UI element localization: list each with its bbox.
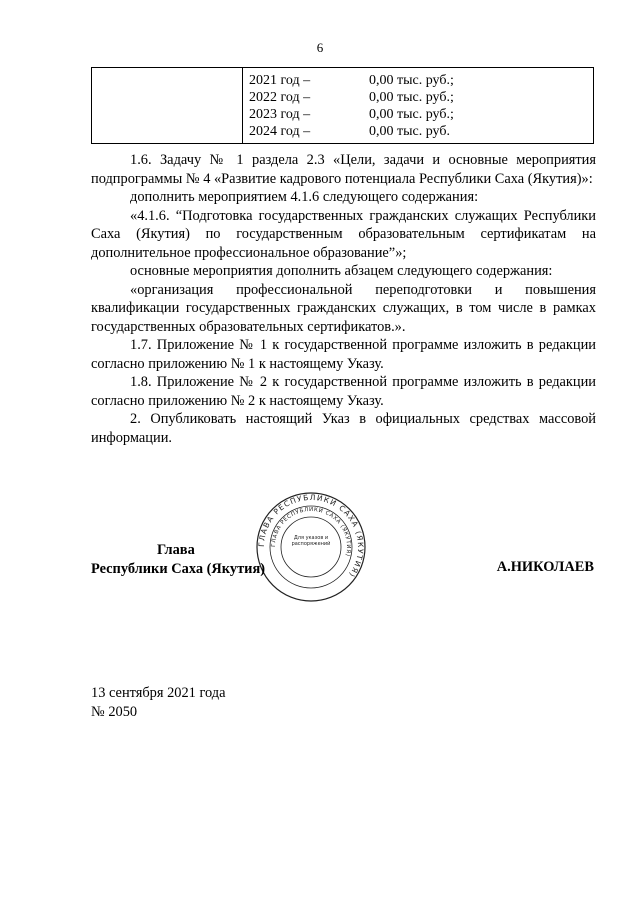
signer-name: А.НИКОЛАЕВ — [496, 559, 594, 575]
table-row — [249, 123, 593, 140]
decree-number: № 2050 — [91, 704, 138, 720]
page-number: 6 — [316, 40, 324, 55]
official-seal-icon — [255, 491, 367, 603]
signature-title — [91, 541, 265, 578]
paragraph-measure-4-1-6: «4.1.6. “Подготовка государственных гражданских служащих Республики Саха (Якутия) по государственным образовательным сертификатам на дополнительное профессиональное образование”»; — [91, 207, 596, 261]
seal-outer-text: ГЛАВА РЕСПУБЛИКИ САХА (ЯКУТИЯ) — [256, 492, 366, 580]
signature-title-line2: Республики Саха (Якутия) — [91, 560, 266, 577]
decree-date: 13 сентября 2021 года — [91, 685, 226, 701]
paragraph-1-8: 1.8. Приложение № 2 к государственной программе изложить в редакции согласно приложению № 2 к настоящему Указу. — [91, 374, 596, 409]
amount-value: 0,00 тыс. руб.; — [369, 90, 454, 105]
year-label: 2024 год – — [249, 124, 311, 139]
budget-table — [91, 67, 594, 144]
paragraph-main-measures: основные мероприятия дополнить абзацем следующего содержания: — [130, 263, 553, 279]
paragraph-1-6: 1.6. Задачу № 1 раздела 2.3 «Цели, задачи и основные мероприятия подпрограммы № 4 «Развитие кадрового потенциала Республики Саха (Якутия)»: — [91, 152, 596, 187]
amount-value: 0,00 тыс. руб. — [369, 124, 450, 139]
document-body — [91, 151, 596, 447]
table-empty-cell — [92, 68, 243, 144]
paragraph-1-7: 1.7. Приложение № 1 к государственной программе изложить в редакции согласно приложению № 1 к настоящему Указу. — [91, 337, 596, 372]
seal-inner-text: ГЛАВА РЕСПУБЛИКИ САХА (ЯКУТИЯ) — [270, 506, 352, 558]
signature-title-line1: Глава — [157, 542, 195, 558]
amount-value: 0,00 тыс. руб.; — [369, 73, 454, 88]
paragraph-supplement: дополнить мероприятием 4.1.6 следующего содержания: — [130, 189, 479, 205]
table-row — [249, 106, 593, 123]
year-label: 2023 год – — [249, 107, 311, 122]
year-label: 2021 год – — [249, 73, 311, 88]
table-row — [249, 72, 593, 89]
decree-date-block — [91, 684, 226, 722]
table-years-cell — [243, 68, 594, 144]
paragraph-2: 2. Опубликовать настоящий Указ в официальных средствах массовой информации. — [91, 411, 596, 446]
table-row — [249, 89, 593, 106]
amount-value: 0,00 тыс. руб.; — [369, 107, 454, 122]
year-label: 2022 год – — [249, 90, 311, 105]
seal-center-text: Для указов и распоряжений — [291, 535, 331, 547]
paragraph-organization: «организация профессиональной переподготовки и повышения квалификации государственных гражданских служащих, в том числе в рамках государственных образовательных сертификатов.». — [91, 281, 596, 335]
